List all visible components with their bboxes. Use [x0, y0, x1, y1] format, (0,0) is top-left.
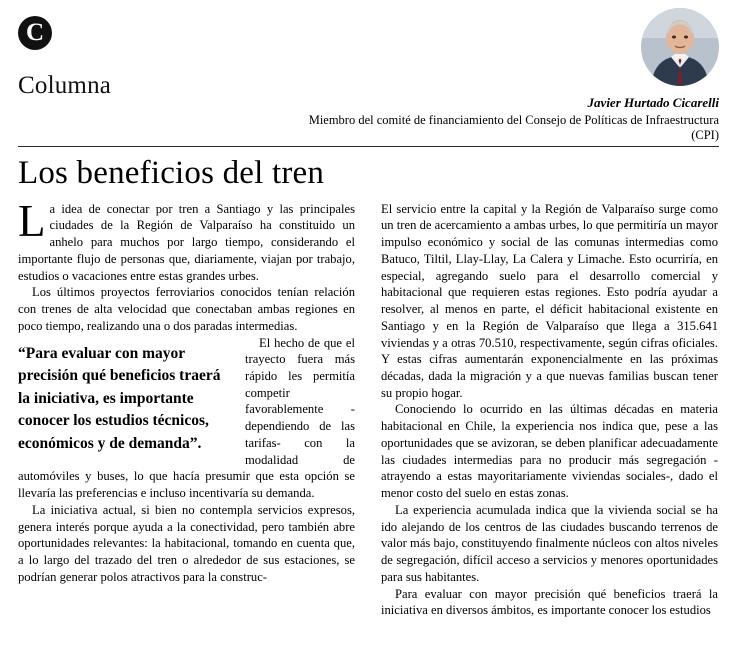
paragraph: Conociendo lo ocurrido en las últimas décadas en materia habitacional en Chile, la experiencia nos indica que, pese a las oportunidades que se avizoran, se deben planificar adecuadamente las ciudades intermedias para no producir más segregación -atrayendo a estas mayoritariamente viviendas sociales-, dado el menor costo del suelo en estas zonas.	[381, 402, 718, 501]
author-avatar	[641, 8, 719, 86]
author-role: Miembro del comité de financiamiento del Consejo de Políticas de Infraestructura (CPI)	[308, 113, 719, 142]
author-name: Javier Hurtado Cicarelli	[587, 95, 719, 110]
section-kicker: Columna	[18, 72, 112, 99]
author-block	[299, 8, 719, 143]
paragraph: La experiencia acumulada indica que la vivienda social se ha ido alejando de los centros de las ciudades buscando terrenos de valor más bajo, constituyendo finalmente núcleos con altos niveles de segregación, difícil acceso a servicios y menores oportunidades para sus habitantes.	[381, 502, 718, 584]
paragraph: La idea de conectar por tren a Santiago y las principales ciudades de la Región de Valparaíso ha constituido un anhelo para muchos por largo tiempo, considerando el importante flujo de personas que, diariamente, viajan por trabajo, estudios o vacaciones entre estas grandes urbes.	[18, 195, 355, 283]
paragraph: El hecho de que el trayecto fuera más rápido les permitía competir favorablemente -dependiendo de las tarifas- con la modalidad de automóviles y buses, lo que hacía presumir que esta opción se llevaría las preferencias e incluso incentivaría su demanda.	[18, 335, 355, 501]
masthead	[0, 0, 737, 140]
column-left	[18, 195, 355, 619]
paragraph: El servicio entre la capital y la Región de Valparaíso surge como un tren de acercamiento a ambas urbes, lo que permitiría un mayor impulso económico y social de las comunas intermedias como Batuco, Tiltil, Llay-Llay, La Calera y Limache. Esto ocurriría, en especial, agregando suelo para el desarrollo comercial y habitacional que requieren estas regiones. Esto podría ayudar a resolver, al menos en parte, el déficit habitacional existente en Santiago y en la Región de Valparaíso que llega a 315.641 viviendas y a otras 70.510, respectivamente, según cifras oficiales. Y estas cifras aumentarán exponencialmente en las próximas décadas, dada la migración y a que nuevas familias buscan tener su propio hogar.	[381, 201, 718, 400]
column-right	[381, 201, 718, 619]
paragraph: La iniciativa actual, si bien no contempla servicios expresos, genera interés porque ayuda a la conectividad, pero también abre oportunidades relevantes: la habitacional, tomando en cuenta que, a lo largo del trazado del tren o alrededor de sus estaciones, se podrían generar polos atractivos para la construc-	[18, 502, 355, 584]
paragraph: Los últimos proyectos ferroviarios conocidos tenían relación con trenes de alta velocidad que conectaban ambas regiones en poco tiempo, realizando una o dos paradas intermedias.	[18, 285, 355, 333]
page-title: Los beneficios del tren	[18, 155, 325, 191]
header-divider	[18, 146, 719, 147]
paragraph: Para evaluar con mayor precisión qué beneficios traerá la iniciativa en diversos ámbitos, es importante conocer los estudios	[381, 586, 718, 618]
column-logo-icon: C	[18, 16, 52, 50]
pull-quote: “Para evaluar con mayor precisión qué beneficios traerá la iniciativa, es importante conocer los estudios técnicos, económicos y de demanda”.	[18, 344, 221, 453]
article-body	[18, 195, 719, 619]
